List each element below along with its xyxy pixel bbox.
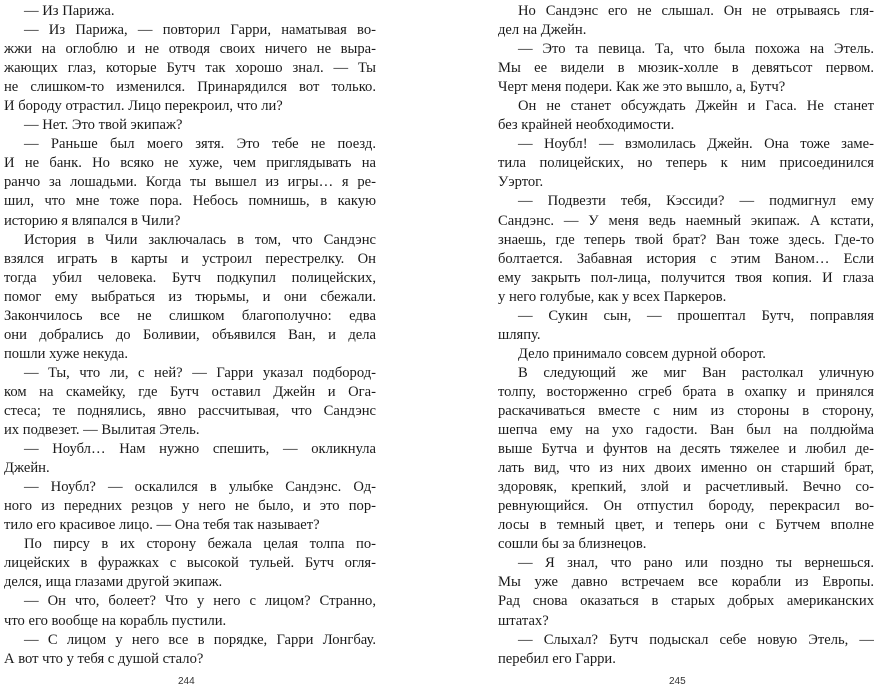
text-line: ного из передних резцов у него не было, и это пор- [4,498,376,515]
text-line: Дело принимало совсем дурной оборот. [518,345,766,362]
right-page-number: 245 [669,676,686,687]
text-line: взялся играть в карты и устроил перестрелку. Он [4,250,376,267]
text-line: — Я знал, что рано или поздно ты вернешься. [518,555,874,572]
text-line: здоровяк, крепкий, злой и расчетливый. Вечно со- [498,479,874,496]
text-line: — Раньше был моего зятя. Это тебе не поезд. [24,136,376,153]
text-line: Мы уже давно встречаем все корабли из Европы. [498,574,874,591]
text-line: И бороду отрастил. Лицо перекроил, что ли? [4,98,283,115]
text-line: раскачиваться вместе с ним из стороны в сторону, [498,402,874,419]
text-line: стеса; те поднялись, явно рассчитывая, что Сандэнс [4,402,376,419]
text-line: шил, что мне тоже пора. Небось помнишь, в какую [4,193,376,210]
text-line: Рад снова оказаться в старых добрых американских [498,593,874,610]
text-line: — Из Парижа. [24,3,115,19]
text-line: тило его красивое лицо. — Она тебя так называет? [4,517,320,534]
text-line: шепча ему на ухо гадости. Ван был на полдюйма [498,422,874,439]
text-line: штатах? [498,612,549,629]
text-line: лать вид, что из них двоих именно он старший брат, [498,460,874,477]
text-line: — Это та певица. Та, что была похожа на Этель. [518,41,874,58]
text-line: жающих глаз, которые Бутч так хорошо знал. — Ты [4,60,376,77]
text-line: Джейн. [4,460,50,477]
text-line: — Подвезти тебя, Кэссиди? — подмигнул ему [518,193,874,210]
text-line: знаешь, где теперь твой брат? Ван тоже здесь. Где-то [498,231,874,248]
text-line: История в Чили заключалась в том, что Сандэнс [24,231,376,248]
right-page [437,0,874,688]
text-line: перебил его Гарри. [498,650,616,667]
text-line: — Ты, что ли, с ней? — Гарри указал подбород- [24,364,376,381]
text-line: — Ноубл… Нам нужно спешить, — окликнула [24,441,376,458]
text-line: дел на Джейн. [498,22,587,39]
text-line: И не банк. Но всяко не хуже, чем приглядывать на [4,155,376,172]
text-line: без крайней необходимости. [498,117,675,134]
text-line: не слишком-то изменился. Принарядился вот только. [4,79,376,96]
left-page-text [4,2,376,669]
text-line: В следующий же миг Ван растолкал уличную [518,364,874,381]
right-page-text [498,2,874,669]
text-line: толпу, восторженно сгреб брата в охапку и принялся [498,383,874,400]
text-line: у него голубые, как у всех Паркеров. [498,288,727,305]
text-line: — Нет. Это твой экипаж? [24,117,183,134]
text-line: Но Сандэнс его не слышал. Он не отрываясь гля- [518,3,874,19]
text-line: — С лицом у него все в порядке, Гарри Лонгбау. [24,631,376,648]
text-line: Уэртог. [498,174,544,191]
text-line: болтается. Забавная история с этим Ваном… Если [498,250,874,267]
left-page-number: 244 [178,676,195,687]
text-line: выше Бутча и фунтов на десять тяжелее и любил де- [498,441,874,458]
text-line: — Ноубл! — взмолилась Джейн. Она тоже заме- [518,136,874,153]
text-line: По пирсу в их сторону бежала целая толпа по- [24,536,376,553]
text-line: помог ему выбраться из тюрьмы, и они сбежали. [4,288,376,305]
text-line: тогда убил человека. Бутч подкупил полицейских, [4,269,376,286]
text-line: пошли хуже некуда. [4,345,129,362]
text-line: историю я вляпался в Чили? [4,212,181,229]
text-line: Мы ее видели в мюзик-холле в девятьсот первом. [498,60,874,77]
text-line: Закончилось все не слишком благополучно: едва [4,307,376,324]
text-line: — Он что, болеет? Что у него с лицом? Странно, [24,593,376,610]
text-line: жжи на оглоблю и не отводя своих ничего не выра- [4,41,376,58]
text-line: — Сукин сын, — прошептал Бутч, поправляя [518,307,874,324]
text-line: лицейских в фуражках с высокой тульей. Бутч огля- [4,555,376,572]
text-line: ревнующийся. Он отпустил бороду, перекрасил во- [498,498,874,515]
text-line: — Слыхал? Бутч подыскал себе новую Этель, — [518,631,874,648]
text-line: А вот что у тебя с душой стало? [4,650,204,667]
text-line: Черт меня подери. Как же это вышло, а, Бутч? [498,79,786,96]
text-line: они добрались до Боливии, объявился Ван, и дела [4,326,376,343]
text-line: лосы в темный цвет, и теперь они с Бутчем вполне [498,517,874,534]
text-line: что его вообще на корабль пустили. [4,612,227,629]
text-line: тила полицейских, но теперь к ним присоединился [498,155,874,172]
text-line: ему закрыть пол-лица, получится твоя копия. И глаза [498,269,874,286]
text-line: шляпу. [498,326,541,343]
text-line: ком на скамейку, где Бутч оставил Джейн и Ога- [4,383,376,400]
text-line: Он не станет обсуждать Джейн и Гаса. Не станет [518,98,874,115]
text-line: сошли бы за близнецов. [498,536,647,553]
text-line: — Ноубл? — оскалился в улыбке Сандэнс. Од- [24,479,376,496]
text-line: Сандэнс. — У меня ведь наемный экипаж. А кстати, [498,212,874,229]
text-line: их подвезет. — Вылитая Этель. [4,422,200,439]
text-line: ранчо за лошадьми. Когда ты вышел из игры… я ре- [4,174,376,191]
text-line: делся, ища глазами другой экипаж. [4,574,223,591]
text-line: — Из Парижа, — повторил Гарри, наматывая во- [24,22,376,39]
